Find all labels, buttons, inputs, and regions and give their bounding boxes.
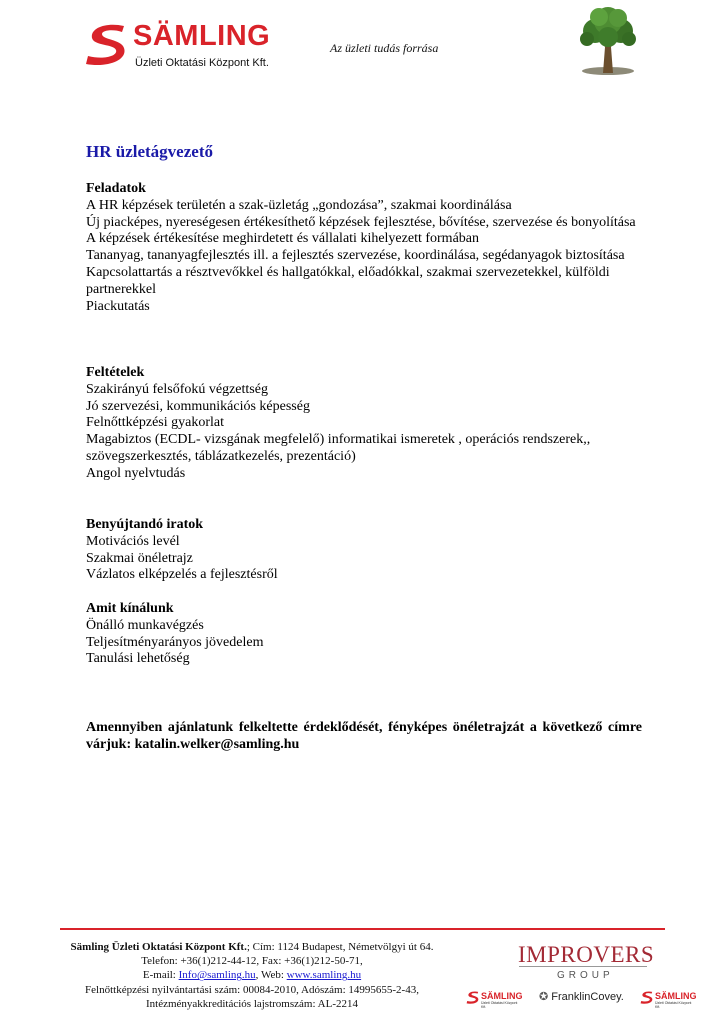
list-item: A képzések értékesítése meghirdetett és vállalati kihelyezett formában xyxy=(86,231,479,247)
franklincovey-name: FranklinCovey. xyxy=(551,991,624,1003)
footer-contact xyxy=(58,940,446,1011)
footer-web-label: , Web: xyxy=(255,969,287,982)
logo-wordmark: SÄMLING xyxy=(133,20,271,52)
closing-paragraph: Amennyiben ajánlatunk felkeltette érdeklődését, fényképes önéletrajzát a következő címre várjuk: katalin.welker@samling.hu xyxy=(86,720,642,752)
improvers-logo: IMPROVERS xyxy=(518,942,655,967)
compass-icon: ✪ xyxy=(539,991,549,1003)
partner-samling-name: SÄMLING xyxy=(481,991,523,1001)
list-item: Szakirányú felsőfokú végzettség xyxy=(86,381,268,397)
list-item: Kapcsolattartás a résztvevőkkel és hallgatókkal, előadókkal, szakmai szervezetekkel, külföldi partnerekkel xyxy=(86,264,610,297)
list-item: Jó szervezési, kommunikációs képesség xyxy=(86,398,310,414)
list-item: Piackutatás xyxy=(86,298,150,314)
list-item: Tanulási lehetőség xyxy=(86,651,190,667)
page-title: HR üzletágvezető xyxy=(86,142,213,161)
section-amit-kinalunk xyxy=(86,601,646,668)
section-feladatok xyxy=(86,181,646,315)
list-item: A HR képzések területén a szak-üzletág „gondozása”, szakmai koordinálása xyxy=(86,197,512,213)
list-item: Tananyag, tananyagfejlesztés ill. a fejlesztés szervezése, koordinálása, segédanyagok biztosítása xyxy=(86,248,625,264)
section-heading: Feltételek xyxy=(86,365,145,380)
section-feltetelek xyxy=(86,365,646,483)
section-heading: Amit kínálunk xyxy=(86,601,174,616)
samling-logo-icon xyxy=(84,20,130,66)
list-item: Teljesítményarányos jövedelem xyxy=(86,634,264,650)
improvers-group: GROUP xyxy=(557,970,614,981)
list-item: Új piacképes, nyereségesen értékesíthető képzések fejlesztése, bővítése, szervezése és bonyolítása xyxy=(86,214,636,230)
franklincovey-logo xyxy=(539,990,624,1004)
footer-address: ; Cím: 1124 Budapest, Németvölgyi út 64. xyxy=(246,941,434,953)
partner-samling-name: SÄMLING xyxy=(655,991,697,1001)
footer-registration: Felnőttképzési nyilvántartási szám: 00084-2010, Adószám: 14995655-2-43, xyxy=(85,983,419,996)
tagline: Az üzleti tudás forrása xyxy=(330,41,439,55)
footer-accreditation: Intézményakkreditációs lajstromszám: AL-2214 xyxy=(146,997,358,1010)
list-item: Magabiztos (ECDL- vizsgának megfelelő) informatikai ismeretek , operációs rendszerek,, szövegszerkesztés, táblázatkezelés, prezentáció) xyxy=(86,432,591,464)
footer-email-label: E-mail: xyxy=(142,969,179,982)
improvers-divider xyxy=(519,966,647,967)
list-item: Angol nyelvtudás xyxy=(86,465,186,481)
section-heading: Benyújtandó iratok xyxy=(86,517,204,532)
list-item: Szakmai önéletrajz xyxy=(86,550,193,566)
samling-mini-icon xyxy=(466,990,480,1004)
partner-samling-sub: Üzleti Oktatási Központ Kft. xyxy=(481,1001,518,1009)
footer-web-link[interactable]: www.samling.hu xyxy=(286,969,362,982)
section-heading: Feladatok xyxy=(86,181,146,196)
footer-phone: Telefon: +36(1)212-44-12, Fax: +36(1)212-50-71, xyxy=(141,955,363,968)
list-item: Motivációs levél xyxy=(86,533,180,549)
footer-email-link[interactable]: Info@samling.hu xyxy=(178,969,256,982)
logo-subtitle: Üzleti Oktatási Központ Kft. xyxy=(135,57,269,69)
section-benyujtando xyxy=(86,517,646,584)
partner-samling-sub: Üzleti Oktatási Központ Kft. xyxy=(655,1001,692,1009)
tree-icon xyxy=(573,5,643,77)
footer-divider xyxy=(60,928,665,930)
samling-mini-icon xyxy=(640,990,654,1004)
list-item: Önálló munkavégzés xyxy=(86,617,204,633)
footer-company: Sämling Üzleti Oktatási Központ Kft. xyxy=(70,941,247,953)
list-item: Vázlatos elképzelés a fejlesztésről xyxy=(86,567,278,583)
list-item: Felnőttképzési gyakorlat xyxy=(86,415,225,431)
